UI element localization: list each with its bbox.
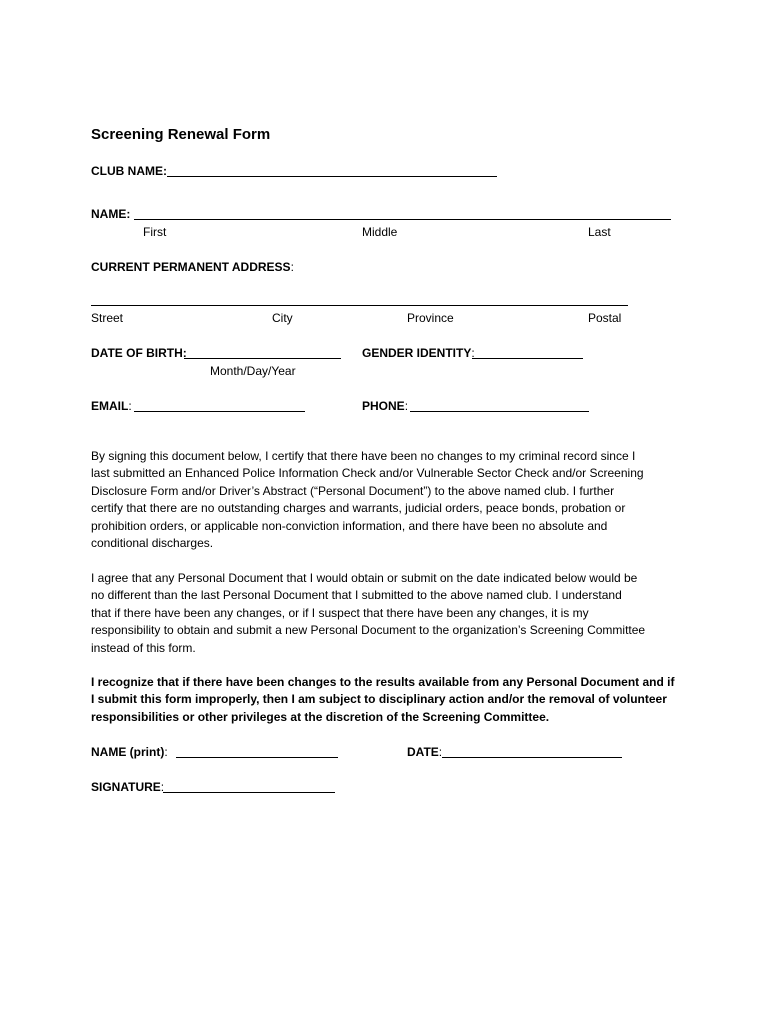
phone-label: PHONE <box>362 399 405 413</box>
paragraph-line: prohibition orders, or applicable non-conviction information, and there have been no absolute and <box>91 518 608 533</box>
signature-label-row <box>91 780 164 794</box>
dob-label: DATE OF BIRTH: <box>91 346 187 360</box>
date-label: DATE <box>407 745 439 759</box>
paragraph-line: that if there have been any changes, or if I suspect that there have been any changes, it is my <box>91 605 589 620</box>
club-name-label: CLUB NAME: <box>91 164 167 178</box>
gender-label-row <box>362 346 475 360</box>
address-label-row <box>91 260 294 274</box>
paragraph-line: no different than the last Personal Document that I submitted to the above named club. I understand <box>91 588 622 603</box>
certification-paragraph <box>91 448 691 552</box>
gender-colon: : <box>471 346 475 360</box>
email-label: EMAIL <box>91 399 129 413</box>
paragraph-line: certify that there are no outstanding charges and warrants, judicial orders, peace bonds, probation or <box>91 501 626 516</box>
paragraph-line: I agree that any Personal Document that I would obtain or submit on the date indicated below would be <box>91 571 638 585</box>
paragraph-line: responsibility to obtain and submit a new Personal Document to the organization’s Screening Committee <box>91 623 646 638</box>
paragraph-line: instead of this form. <box>91 640 196 655</box>
email-colon: : <box>128 399 132 413</box>
name-middle-caption: Middle <box>362 225 398 239</box>
date-field[interactable] <box>442 757 622 758</box>
agreement-paragraph <box>91 570 691 657</box>
paragraph-line: By signing this document below, I certify that there have been no changes to my criminal record since I <box>91 449 636 463</box>
phone-field[interactable] <box>410 411 589 412</box>
paragraph-line: I recognize that if there have been changes to the results available from any Personal Document and if <box>91 675 675 689</box>
signature-field[interactable] <box>163 792 335 793</box>
name-label: NAME: <box>91 207 131 221</box>
phone-colon: : <box>404 399 409 413</box>
paragraph-line: Disclosure Form and/or Driver’s Abstract (“Personal Document”) to the above named club. I further <box>91 483 615 498</box>
date-colon: : <box>438 745 443 759</box>
paragraph-line: last submitted an Enhanced Police Information Check and/or Vulnerable Sector Check and/or Screening <box>91 466 644 481</box>
address-label: CURRENT PERMANENT ADDRESS <box>91 260 291 274</box>
dob-caption: Month/Day/Year <box>210 364 296 378</box>
gender-field[interactable] <box>472 358 583 359</box>
paragraph-line: responsibilities or other privileges at the discretion of the Screening Committee. <box>91 709 550 724</box>
signature-colon: : <box>160 780 165 794</box>
email-field[interactable] <box>134 411 305 412</box>
phone-label-row <box>362 399 408 413</box>
name-field[interactable] <box>134 219 671 220</box>
dob-field[interactable] <box>184 358 341 359</box>
paragraph-line: I submit this form improperly, then I am subject to disciplinary action and/or the removal of volunteer <box>91 692 667 707</box>
address-city-caption: City <box>272 311 293 325</box>
address-province-caption: Province <box>407 311 454 325</box>
address-field[interactable] <box>91 305 628 306</box>
address-postal-caption: Postal <box>588 311 622 325</box>
acknowledgement-paragraph <box>91 674 691 726</box>
name-print-field[interactable] <box>176 757 338 758</box>
club-name-field[interactable] <box>167 176 497 177</box>
name-print-label-row <box>91 745 168 759</box>
email-label-row <box>91 399 132 413</box>
signature-label: SIGNATURE <box>91 780 161 794</box>
address-street-caption: Street <box>91 311 124 325</box>
name-last-caption: Last <box>588 225 611 239</box>
address-colon: : <box>290 260 294 274</box>
page-title: Screening Renewal Form <box>91 126 271 143</box>
gender-label: GENDER IDENTITY <box>362 346 472 360</box>
name-print-label: NAME (print) <box>91 745 165 759</box>
name-first-caption: First <box>143 225 167 239</box>
name-print-colon: : <box>164 745 168 759</box>
date-label-row <box>407 745 442 759</box>
paragraph-line: conditional discharges. <box>91 536 214 551</box>
